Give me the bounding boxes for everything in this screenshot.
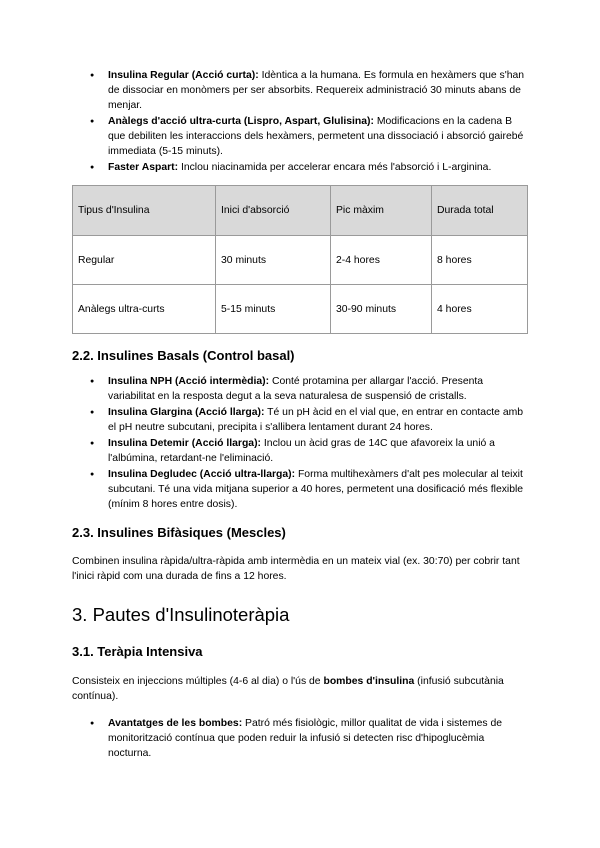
bullet-text: Modificacions en la cadena B que debiliten les interaccions dels hexàmers, permetent una dissociació i absorció gairebé immediata (5-15 minuts). (108, 116, 524, 157)
bullet-text: Inclou niacinamida per accelerar encara més l'absorció i L-arginina. (178, 162, 492, 173)
paragraph-bold-text: bombes d'insulina (323, 676, 415, 687)
table-cell: 5-15 minuts (216, 285, 331, 334)
bullet-text: Idèntica a la humana. Es formula en hexàmers que s'han de dissociar en monòmers per ser absorbits. Requereix administració 30 minuts abans de menjar. (108, 70, 525, 111)
bullet-text: Conté protamina per allargar l'acció. Presenta variabilitat en la resposta degut a la seva naturalesa de suspensió de cristalls. (108, 376, 484, 402)
list-item (72, 374, 528, 404)
bullet-text: Forma multihexàmers d'alt pes molecular al teixit subcutani. Té una vida mitjana superior a 40 hores, permetent una dosificació més flexible (mínim 8 hores entre dosis). (108, 469, 524, 510)
list-item (72, 467, 528, 512)
list-item (72, 68, 528, 113)
table-row (73, 285, 528, 334)
document-page (72, 68, 528, 762)
table-header-cell: Durada total (432, 186, 528, 236)
bullet-label: Insulina Detemir (Acció llarga): (108, 438, 262, 449)
insulin-comparison-table (72, 185, 528, 334)
table-header-cell: Pic màxim (331, 186, 432, 236)
list-item (72, 436, 528, 466)
bullet-text: Té un pH àcid en el vial que, en entrar en contacte amb el pH neutre subcutani, precipita i s'allibera lentament durant 24 hores. (108, 407, 524, 433)
bullet-label: Anàlegs d'acció ultra-curta (Lispro, Aspart, Glulisina): (108, 116, 374, 127)
bullet-text: Patró més fisiològic, millor qualitat de vida i sistemes de monitorització contínua que poden reduir la infusió si detecten risc d'hipoglucèmia nocturna. (108, 718, 503, 759)
paragraph-text: (infusió subcutània contínua). (72, 676, 504, 702)
table-cell: 30 minuts (216, 236, 331, 285)
list-item (72, 405, 528, 435)
paragraph-text: Consisteix en injeccions múltiples (4-6 al dia) o l'ús de (72, 676, 324, 687)
bullet-label: Avantatges de les bombes: (108, 718, 243, 729)
section-heading-biphasic: 2.3. Insulines Bifàsiques (Mescles) (72, 525, 286, 540)
table-header-cell: Tipus d'Insulina (73, 186, 216, 236)
section-heading-intensive: 3.1. Teràpia Intensiva (72, 644, 203, 659)
intensive-paragraph (72, 674, 528, 704)
table-cell: Regular (73, 236, 216, 285)
bullet-label: Insulina Glargina (Acció llarga): (108, 407, 265, 418)
bullet-label: Insulina NPH (Acció intermèdia): (108, 376, 270, 387)
table-row (73, 236, 528, 285)
bullet-text: Inclou un àcid gras de 14C que afavoreix la unió a l'albúmina, retardant-ne l'eliminació. (108, 438, 495, 464)
section-heading-insulin-therapy: 3. Pautes d'Insulinoteràpia (72, 604, 290, 625)
list-item (72, 716, 528, 761)
intensive-bullet-list (72, 716, 528, 761)
table-cell: 30-90 minuts (331, 285, 432, 334)
biphasic-paragraph: Combinen insulina ràpida/ultra-ràpida amb intermèdia en un mateix vial (ex. 30:70) per cobrir tant l'inici ràpid com una durada de fins a 12 hores. (72, 556, 520, 582)
bullet-label: Faster Aspart: (108, 162, 179, 173)
intro-bullet-list (72, 68, 528, 175)
table-cell: Anàlegs ultra-curts (73, 285, 216, 334)
bullet-label: Insulina Regular (Acció curta): (108, 70, 259, 81)
table-cell: 8 hores (432, 236, 528, 285)
table-header-cell: Inici d'absorció (216, 186, 331, 236)
table-cell: 2-4 hores (331, 236, 432, 285)
table-cell: 4 hores (432, 285, 528, 334)
table-header-row (73, 186, 528, 236)
basal-bullet-list (72, 374, 528, 512)
section-heading-basal: 2.2. Insulines Basals (Control basal) (72, 348, 295, 363)
bullet-label: Insulina Degludec (Acció ultra-llarga): (108, 469, 296, 480)
list-item (72, 114, 528, 159)
list-item (72, 160, 528, 175)
